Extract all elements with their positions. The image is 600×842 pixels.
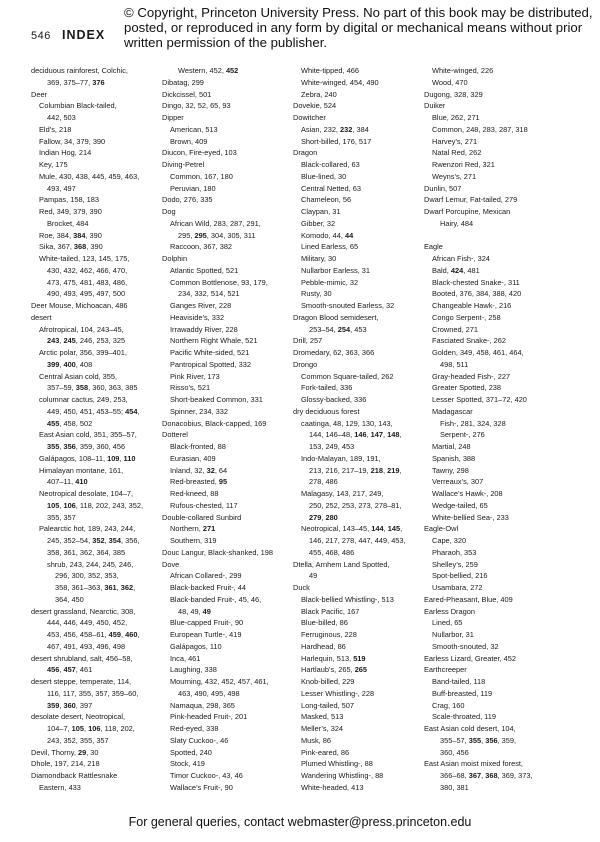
index-subentry: 355, 356, 359, 360, 456 [47,442,126,451]
index-subentry: Ganges River, 228 [170,301,232,310]
index-entry: deciduous rainforest, Colchic, [31,66,128,75]
index-subentry: Black-collared, 63 [301,160,360,169]
index-subentry: Himalayan montane, 161, [39,465,124,475]
index-subentry: Afrotropical, 104, 243–45, [39,324,124,334]
index-subentry: Verreaux’s, 307 [432,477,484,487]
index-subentry: Eastern, 433 [39,782,81,792]
index-subentry: Harvey’s, 271 [432,136,478,146]
index-entry: Dingo, 32, 52, 65, 93 [162,101,231,111]
index-entry: Dunlin, 507 [424,183,462,193]
index-subentry: Wedge-tailed, 65 [432,500,488,510]
index-subentry: 104–7, 105, 106, 118, 202, [47,724,135,733]
index-subentry: Western, 452, 452 [178,66,239,75]
index-subentry: 355–57, 355, 356, 359, [440,735,517,745]
index-subentry: 380, 381 [440,782,469,792]
index-entry: Dromedary, 62, 363, 366 [293,348,375,357]
index-entry: Deer Mouse, Michoacan, 486 [31,301,128,310]
index-subentry: 453, 456, 458–61, 459, 460, [47,630,140,639]
index-subentry: Natal Red, 262 [432,148,482,158]
index-subentry: Inland, 32, 32, 64 [170,465,228,475]
index-entry: Dog [162,207,176,216]
index-subentry: African Wild, 283, 287, 291, [170,218,261,228]
index-subentry: Changeable Hawk-, 216 [432,301,512,310]
index-entry: Duiker [424,101,446,111]
index-subentry: Hairy, 484 [440,218,474,228]
index-subentry: 360, 456 [440,747,469,757]
index-column-3 [293,65,431,794]
index-subentry: 442, 503 [47,113,76,122]
index-subentry: Pebble-mimic, 32 [301,277,359,287]
index-entry: Dragon [293,148,318,158]
index-subentry: White-tailed, 123, 145, 175, [39,254,130,263]
index-subentry: Long-tailed, 507 [301,700,355,710]
index-subentry: Black-fronted, 88 [170,442,226,451]
index-entry: desolate desert, Neotropical, [31,712,126,722]
index-subentry: Spot-bellied, 216 [432,571,488,581]
index-subentry: American, 513 [170,124,218,134]
index-subentry: Raccoon, 367, 382 [170,242,233,252]
index-subentry: Pampas, 158, 183 [39,195,99,205]
index-subentry: Northern Right Whale, 521 [170,336,258,346]
index-entry: desert grassland, Nearctic, 308, [31,606,136,616]
index-subentry: 493, 497 [47,183,76,193]
index-entry: dry deciduous forest [293,406,360,416]
index-subentry: 234, 332, 514, 521 [178,289,240,299]
index-subentry: 243, 245, 246, 253, 325 [47,336,126,346]
index-subentry: East Asian cold, 351, 355–57, [39,430,137,440]
index-subentry: Usambara, 272 [432,583,483,592]
index-subentry: Black-banded Fruit-, 45, 46, [170,594,262,604]
index-subentry: Gibber, 32 [301,218,336,228]
index-entry: Drongo [293,359,318,369]
index-subentry: Galápagos, 110 [170,641,222,651]
index-entry: desert [31,312,52,322]
index-subentry: Pink-headed Fruit-, 201 [170,712,248,722]
copyright-notice: © Copyright, Princeton University Press. No part of this book may be distributed, posted, or reproduced in any form by digital or mechanical means without prior written permission of the publisher. [124,5,593,50]
index-entry: Douc Langur, Black-shanked, 198 [162,547,273,557]
index-entry: desert shrubland, salt, 456–58, [31,653,133,663]
index-subentry: Bald, 424, 481 [432,265,480,275]
index-subentry: 296, 300, 352, 353, [55,571,119,581]
index-column-1 [31,65,169,794]
index-subentry: Weyns’s, 271 [432,171,477,181]
index-subentry: 253–54, 254, 453 [309,324,367,334]
index-subentry: Wandering Whistling-, 88 [301,771,384,780]
index-subentry: Slaty Cuckoo-, 46 [170,735,229,745]
index-subentry: White-tipped, 466 [301,66,359,75]
index-entry: Earless Lizard, Greater, 452 [424,653,517,663]
index-subentry: Pink-eared, 86 [301,747,350,757]
index-subentry: Arctic polar, 356, 399–401, [39,348,127,357]
index-subentry: Masked, 513 [301,712,344,722]
index-entry: Deer [31,89,48,99]
index-subentry: Hardhead, 86 [301,641,346,651]
index-column-2 [162,65,300,794]
index-entry [424,230,562,242]
index-subentry: Irrawaddy River, 228 [170,324,238,334]
index-subentry: 49 [309,571,318,581]
index-subentry: Indo-Malayan, 189, 191, [301,453,381,463]
index-subentry: Plumed Whistling-, 88 [301,759,373,769]
index-subentry: Buff-breasted, 119 [432,688,493,698]
index-subentry: 473, 475, 481, 483, 486, [47,277,128,287]
index-subentry: Madagascar [432,406,473,416]
index-subentry: 116, 117, 355, 357, 359–60, [47,688,139,698]
index-subentry: 48, 49, 49 [178,606,211,616]
index-subentry: Komodo, 44, 44 [301,230,354,240]
index-subentry: 144, 146–48, 146, 147, 148, [309,430,402,440]
index-subentry: Booted, 376, 384, 388, 420 [432,289,522,299]
index-subentry: Glossy-backed, 336 [301,395,367,404]
index-subentry: 105, 106, 118, 202, 243, 352, [47,500,144,510]
index-subentry: Crag, 160 [432,700,465,710]
index-subentry: Musk, 86 [301,735,331,745]
index-subentry: Pacific White-sided, 521 [170,348,250,357]
index-subentry: Northern, 271 [170,524,216,534]
index-subentry: Roe, 384, 384, 390 [39,230,102,240]
index-subentry: Common Square-tailed, 262 [301,371,394,381]
index-entry: Dolphin [162,254,188,263]
index-subentry: Eurasian, 409 [170,453,216,463]
index-entry: Donacobius, Black-capped, 169 [162,418,267,428]
index-subentry: Peruvian, 180 [170,183,216,193]
index-subentry: Laughing, 338 [170,665,217,675]
index-subentry: Mourning, 432, 452, 457, 461, [170,677,269,686]
index-entry: Dwarf Porcupine, Mexican [424,207,511,216]
index-subentry: Key, 175 [39,160,68,169]
index-subentry: Risso’s, 521 [170,383,211,393]
index-subentry: 358, 361, 362, 364, 385 [47,547,126,557]
index-subentry: Timor Cuckoo-, 43, 46 [170,771,243,780]
index-subentry: 444, 446, 449, 450, 452, [47,618,128,628]
index-subentry: Rwenzori Red, 321 [432,160,495,169]
index-subentry: 449, 450, 451, 453–55; 454, [47,406,140,416]
index-entry: East Asian moist mixed forest, [424,759,523,769]
index-subentry: Neotropical desolate, 104–7, [39,489,134,498]
index-subentry: Harlequin, 513, 519 [301,653,366,663]
index-subentry: Black-chested Snake-, 311 [432,277,520,287]
index-column-4 [424,65,562,794]
index-subentry: 455, 458, 502 [47,418,93,428]
index-entry: Duck [293,583,310,592]
index-subentry: Blue-capped Fruit-, 90 [170,618,244,628]
index-subentry: 278, 486 [309,477,338,487]
index-entry: Devil, Thorny, 29, 30 [31,747,99,757]
index-subentry: Scale-throated, 119 [432,712,496,722]
index-subentry: Red, 349, 379, 390 [39,207,102,216]
index-subentry: Stock, 419 [170,759,205,769]
index-subentry: 364, 450 [55,594,84,604]
index-subentry: Asian, 232, 232, 384 [301,124,369,134]
index-subentry: Eld’s, 218 [39,124,72,134]
index-subentry: 146, 217, 278, 447, 449, 453, [309,536,406,545]
index-subentry: Namaqua, 298, 365 [170,700,235,710]
index-subentry: Zebra, 240 [301,89,337,99]
index-subentry: 250, 252, 253, 273, 278–81, [309,500,402,510]
index-entry: Dtella, Arnhem Land Spotted, [293,559,390,569]
index-subentry: shrub, 243, 244, 245, 246, [47,559,134,569]
index-subentry: 467, 491, 493, 496, 498 [47,641,126,651]
index-subentry: African Fish-, 324 [432,254,490,263]
footer-contact: For general queries, contact webmaster@press.princeton.edu [128,815,472,829]
index-subentry: Martial, 248 [432,442,471,451]
index-subentry: 369, 375–77, 376 [47,77,105,87]
index-subentry: Red-eyed, 338 [170,724,219,733]
index-subentry: 366–68, 367, 368, 369, 373, [440,771,533,780]
index-entry: Earless Dragon [424,606,475,616]
index-subentry: Pharaoh, 353 [432,547,477,557]
index-entry: Dhole, 197, 214, 218 [31,759,100,769]
index-subentry: White-winged, 454, 490 [301,77,379,87]
index-subentry: 490, 493, 495, 497, 500 [47,289,126,299]
index-subentry: 279, 280 [309,512,338,522]
index-subentry: 407–11, 410 [47,477,88,487]
index-subentry: Common Bottlenose, 93, 179, [170,277,268,287]
index-subentry: Meller’s, 324 [301,724,344,733]
index-subentry: 358, 361–363, 361, 362, [55,583,136,592]
index-subentry: Malagasy, 143, 217, 249, [301,489,384,498]
index-subentry: Crowned, 271 [432,324,479,334]
index-subentry: Knob-billed, 229 [301,677,355,686]
index-subentry: Mule, 430, 438, 445, 459, 463, [39,171,140,181]
index-subentry: 245, 352–54, 352, 354, 356, [47,536,140,545]
index-subentry: Brocket, 484 [47,218,89,228]
index-subentry: 456, 457, 461 [47,665,93,675]
index-subentry: Indian Hog, 214 [39,148,92,158]
index-entry: Dove [162,559,180,569]
index-subentry: Tawny, 298 [432,465,469,475]
index-subentry: Southern, 319 [170,536,217,545]
index-subentry: 399, 400, 408 [47,359,93,369]
index-subentry: Smooth-snouted, 32 [432,641,499,651]
index-subentry: Band-tailed, 118 [432,677,486,686]
index-subentry: 498, 511 [440,359,469,369]
page-number: 546 [31,30,51,42]
index-subentry: Common, 167, 180 [170,171,233,181]
index-entry: Eagle [424,242,443,252]
index-subentry: 357–59, 358, 360, 363, 385 [47,383,138,393]
index-subentry: Wood, 470 [432,77,468,87]
index-subentry: Inca, 461 [170,653,201,663]
index-subentry: 153, 249, 453 [309,442,355,451]
index-subentry: Black-backed Fruit-, 44 [170,583,246,592]
index-entry: Earthcreeper [424,665,467,675]
index-subentry: Cape, 320 [432,536,467,545]
index-entry: Dodo, 276, 335 [162,195,213,205]
index-subentry: Pantropical Spotted, 332 [170,359,251,369]
index-subentry: Blue, 262, 271 [432,113,480,122]
index-subentry: Rufous-chested, 117 [170,500,238,510]
index-subentry: Common, 248, 283, 287, 318 [432,124,528,134]
index-subentry: 430, 432, 462, 466, 470, [47,265,128,275]
index-subentry: Fallow, 34, 379, 390 [39,136,106,146]
index-subentry: Lined, 65 [432,618,463,628]
index-subentry: Neotropical, 143–45, 144, 145, [301,524,403,534]
index-subentry: Blue-lined, 30 [301,171,347,181]
index-subentry: Serpent-, 276 [440,430,485,440]
index-subentry: 455, 468, 486 [309,547,355,557]
index-subentry: Atlantic Spotted, 521 [170,265,239,275]
index-subentry: Brown, 409 [170,136,208,146]
index-subentry: Red-breasted, 95 [170,477,228,487]
index-subentry: Central Netted, 63 [301,183,361,193]
index-subentry: Greater Spotted, 238 [432,383,502,393]
index-entry: Diamondback Rattlesnake [31,771,118,780]
index-subentry: 243, 352, 355, 357 [47,735,109,745]
index-subentry: Hartlaub’s, 265, 265 [301,665,368,675]
index-subentry: Wallace’s Hawk-, 208 [432,489,503,498]
index-subentry: Ferruginous, 228 [301,630,357,639]
index-subentry: 295, 295, 304, 305, 311 [178,230,256,240]
index-subentry: Shelley’s, 259 [432,559,478,569]
index-subentry: Blue-billed, 86 [301,618,348,628]
index-subentry: Rusty, 30 [301,289,332,299]
index-entry: Dotterel [162,430,188,440]
index-subentry: columnar cactus, 249, 253, [39,395,128,404]
index-subentry: Lesser Whistling-, 228 [301,688,375,698]
index-subentry: Heaviside’s, 332 [170,312,225,322]
index-subentry: Black-bellied Whistling-, 513 [301,594,394,604]
running-head: INDEX [62,28,106,42]
index-entry: Drill, 257 [293,336,323,346]
index-subentry: Spotted, 240 [170,747,212,757]
index-subentry: Pink River, 173 [170,371,220,381]
index-entry: Eared-Pheasant, Blue, 409 [424,594,513,604]
index-subentry: White-winged, 226 [432,66,494,75]
index-subentry: Fasciated Snake-, 262 [432,336,506,346]
index-subentry: caatinga, 48, 129, 130, 143, [301,418,393,428]
index-subentry: 463, 490, 495, 498 [178,688,240,698]
index-subentry: White-bellied Sea-, 233 [432,512,509,522]
index-entry: Dugong, 328, 329 [424,89,483,99]
index-subentry: Chameleon, 56 [301,195,352,205]
index-subentry: Short-beaked Common, 331 [170,395,263,404]
index-subentry: Sika, 367, 368, 390 [39,242,103,252]
index-entry: Dwarf Lemur, Fat-tailed, 279 [424,195,518,205]
index-subentry: Wallace’s Fruit-, 90 [170,782,233,792]
index-entry: Diucon, Fire-eyed, 103 [162,148,237,158]
index-subentry: 213, 216, 217–19, 218, 219, [309,465,402,475]
index-entry: Dickcissel, 501 [162,89,212,99]
index-subentry: Golden, 349, 458, 461, 464, [432,348,524,357]
index-subentry: Spanish, 388 [432,453,476,463]
index-subentry: White-headed, 413 [301,782,364,792]
index-subentry: Congo Serpent-, 258 [432,312,501,322]
index-subentry: Military, 30 [301,254,337,263]
index-subentry: Nullarbor Earless, 31 [301,265,371,275]
index-subentry: 355, 357 [47,512,76,522]
index-subentry: 359, 360, 397 [47,700,93,710]
index-subentry: Fish-, 281, 324, 328 [440,418,506,428]
index-subentry: Nullarbor, 31 [432,630,474,639]
index-entry: East Asian cold desert, 104, [424,724,516,733]
index-subentry: European Turtle-, 419 [170,630,242,639]
index-entry: Dragon Blood semidesert, [293,312,379,322]
index-subentry: Galápagos, 108–11, 109, 110 [39,453,136,463]
index-subentry: Columbian Black-tailed, [39,101,117,111]
index-entry: Dowitcher [293,113,326,122]
index-subentry: Short-billed, 176, 517 [301,136,372,146]
index-subentry: Gray-headed Fish-, 227 [432,371,511,381]
index-entry: desert steppe, temperate, 114, [31,677,132,686]
index-subentry: Claypan, 31 [301,207,341,216]
index-subentry: Lesser Spotted, 371–72, 420 [432,395,527,404]
index-subentry: Red-kneed, 88 [170,489,219,498]
index-subentry: Central Asian cold, 355, [39,371,118,381]
index-subentry: African Collared-, 299 [170,571,242,581]
index-subentry: Smooth-snouted Earless, 32 [301,301,395,310]
index-subentry: Black Pacific, 167 [301,606,360,616]
index-entry: Diving-Petrel [162,160,205,169]
index-subentry: Lined Earless, 65 [301,242,359,252]
index-entry: Dovekie, 524 [293,101,337,111]
index-entry: Double-collared Sunbird [162,512,242,522]
index-subentry: Fork-tailed, 336 [301,383,353,393]
index-subentry: Spinner, 234, 332 [170,406,228,416]
index-entry: Dibatag, 299 [162,77,204,87]
index-entry: Dipper [162,113,184,122]
index-entry: Eagle-Owl [424,524,459,534]
index-subentry: Palearctic hot, 189, 243, 244, [39,524,136,534]
